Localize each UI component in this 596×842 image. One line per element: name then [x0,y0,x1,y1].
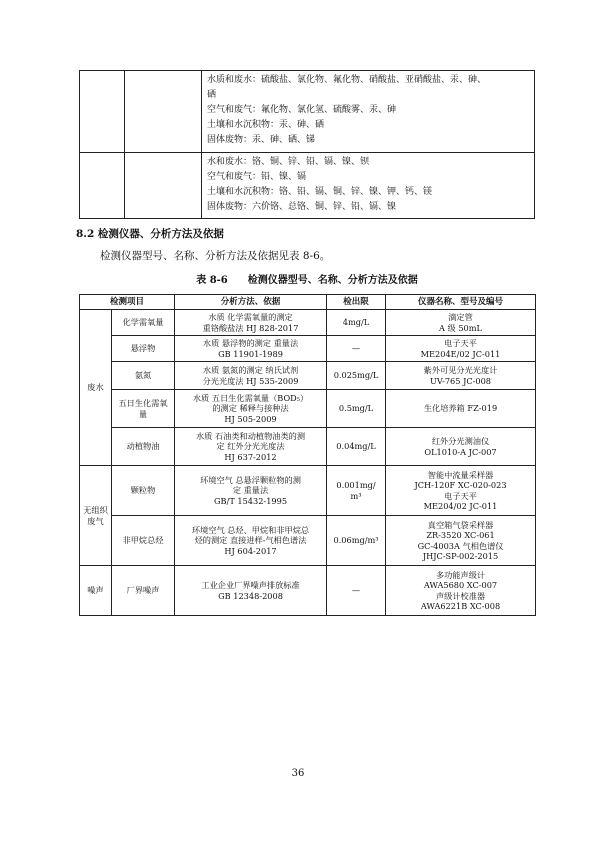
method-cell: 水质 五日生化需氧量（BOD₅） 的测定 稀释与接种法 HJ 505-2009 [175,390,327,428]
table-row [80,428,536,466]
instrument-cell: 红外分光测油仪 OL1010-A JC-007 [386,428,536,466]
table-row [80,153,535,219]
item-cell: 五日生化需氧 量 [112,390,175,428]
table-row [80,516,536,566]
method-cell: 环境空气 总悬浮颗粒物的测 定 重量法 GB/T 15432-1995 [175,466,327,516]
limit-cell: — [327,566,386,616]
item-cell: 厂界噪声 [112,566,175,616]
item-cell: 悬浮物 [112,336,175,362]
header-instrument: 仪器名称、型号及编号 [386,295,536,310]
item-cell: 化学需氧量 [112,310,175,336]
limit-cell: 4mg/L [327,310,386,336]
limit-cell: 0.06mg/m³ [327,516,386,566]
table-row [80,466,536,516]
limit-cell: 0.025mg/L [327,362,386,390]
group-wastewater: 废水 [80,310,112,466]
page-number: 36 [291,768,305,779]
limit-cell: 0.5mg/L [327,390,386,428]
section-title: 8.2 检测仪器、分析方法及依据 [76,228,224,240]
limit-cell: 0.04mg/L [327,428,386,466]
header-item: 检测项目 [80,295,175,310]
group-unorganized-gas: 无组织 废气 [80,466,112,566]
table-row [80,71,535,153]
instrument-table [79,294,536,616]
method-cell: 水质 悬浮物的测定 重量法 GB 11901-1989 [175,336,327,362]
limit-cell: 0.001mg/ m³ [327,466,386,516]
element-list-cell: 水和废水：铬、铜、锌、铅、镉、镍、钡 空气和废气：铅、镍、镉 土壤和水沉积物：铬、铅、镉、铜、锌、镍、钾、钙、镁 固体废物：六价铬、总铬、铜、锌、铅、镉、镍 [202,153,535,219]
method-cell: 水质 石油类和动植物油类的测 定 红外分光光度法 HJ 637-2012 [175,428,327,466]
item-cell: 动植物油 [112,428,175,466]
item-cell: 非甲烷总烃 [112,516,175,566]
table-row [80,390,536,428]
element-list-cell: 水质和废水：硫酸盐、氯化物、氟化物、硝酸盐、亚硝酸盐、汞、砷、 硒 空气和废气：氟化物、氯化氢、硫酸雾、汞、砷 土壤和水沉积物：汞、砷、硒 固体废物：汞、砷、硒、锑 [202,71,535,153]
header-limit: 检出限 [327,295,386,310]
method-cell: 水质 氨氮的测定 纳氏试剂 分光光度法 HJ 535-2009 [175,362,327,390]
table-caption [79,271,535,286]
method-cell: 工业企业厂界噪声排放标准 GB 12348-2008 [175,566,327,616]
instrument-cell: 滴定管 A 级 50mL [386,310,536,336]
table-row [80,336,536,362]
limit-cell: — [327,336,386,362]
group-noise: 噪声 [80,566,112,616]
item-cell: 颗粒物 [112,466,175,516]
table-row [80,566,536,616]
header-method: 分析方法、依据 [175,295,327,310]
instrument-cell: 生化培养箱 FZ-019 [386,390,536,428]
table-header-row [80,295,536,310]
table-caption-title: 检测仪器型号、名称、分析方法及依据 [247,275,418,286]
table-row [80,310,536,336]
item-cell: 氨氮 [112,362,175,390]
instrument-cell: 电子天平 ME204E/02 JC-011 [386,336,536,362]
section-body-text: 检测仪器型号、名称、分析方法及依据见表 8-6。 [100,250,331,262]
continued-table [79,70,535,219]
table-caption-number: 表 8-6 [196,275,228,286]
table-row [80,362,536,390]
instrument-cell: 紫外可见分光光度计 UV-765 JC-008 [386,362,536,390]
method-cell: 环境空气 总烃、甲烷和非甲烷总 烃的测定 直接进样-气相色谱法 HJ 604-2017 [175,516,327,566]
instrument-cell: 智能中流量采样器 JCH-120F XC-020-023 电子天平 ME204/02 JC-011 [386,466,536,516]
instrument-cell: 多功能声级计 AWA5680 XC-007 声级计校准器 AWA6221B XC-008 [386,566,536,616]
instrument-cell: 真空箱气袋采样器 ZR-3520 XC-061 GC-4003A 气相色谱仪 JHJC-SP-002-2015 [386,516,536,566]
method-cell: 水质 化学需氧量的测定 重铬酸盐法 HJ 828-2017 [175,310,327,336]
